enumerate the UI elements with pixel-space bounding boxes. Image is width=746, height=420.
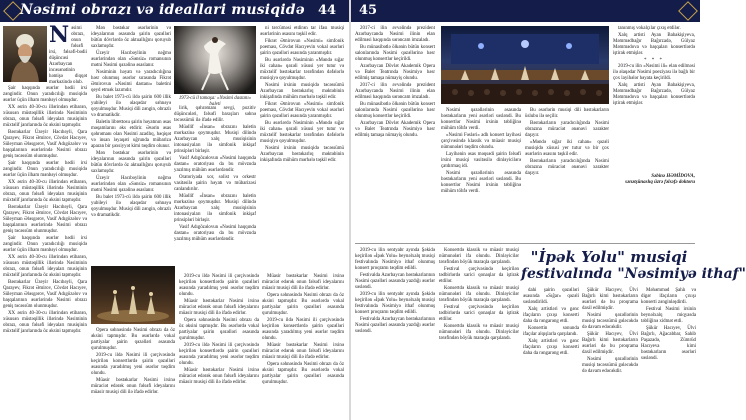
right-bottom-col5 (641, 288, 696, 416)
paragraph: tanınmış vokalçılar çıxış etdilər. (618, 26, 681, 31)
paragraph: Vasif Adıgözəlovun «Nəsimi haqqında dastan» oratoriyası da bu mövzuda yazılmış mühüm əsərlərdəndir. (174, 156, 256, 173)
paragraph: Fikrət Əmirovun «Nəsimi» simfonik poeması, Cövdət Hacıyevin vokal əsərləri şairin qəzəlləri əsasında yaranmışdır. (260, 102, 344, 119)
paragraph: Opera səhnəsində Nəsimi obrazı da öz əksini tapmışdır. Bu əsərlərdə vokal partiyalar şairin qəzəlləri əsasında qurulmuşdur. (179, 318, 259, 341)
paragraph: Bəstəkarların yaradıcılığında Nəsimi obrazına müraciət ənənəvi xarakter daşıyır. (525, 159, 609, 176)
paragraph: Opera səhnəsində Nəsimi obrazı da öz əksini tapmışdır. Bu əsərlərdə vokal partiyalar şairin qəzəlləri əsasında qurulmuşdur. (91, 328, 175, 351)
paragraph: Məhəmməd Şahlı və digər ifaçıların çıxışı konserti zənginləşdirdi. (641, 288, 696, 305)
concert-hall-photo (441, 26, 609, 104)
right-page (351, 0, 746, 420)
page-number-right: 45 (359, 3, 378, 18)
right-col3-text (525, 108, 609, 231)
paragraph: 2019-cu ilin «Nəsimi ili» elan edilməsi ilə əlaqədar Nəsimi poeziyası ilə bağlı bir çox layihələr həyata keçirildi. (613, 64, 695, 81)
concert-illustration (441, 26, 609, 104)
paragraph: Mən bəstəkar əsərlərinin və ideyalarının əsasında şairin qəzəlləri bütün dövrlərdə öz aktuallığını qoruyub saxlamışdır. (91, 26, 171, 49)
paragraph: lirik, qəhrəmanı sevgi, pozitiv düşüncələri, fəlsəfi baxışları səhnə təcəssümü ilə ifadə edilir. (174, 106, 256, 123)
paragraph: Konsertdə klassik və müasir musiqi nümunələri ifa olundu. Dinləyicilər tərəfindən böyük maraqla qarşılandı. (439, 248, 519, 265)
paragraph: Konsertdə klassik və müasir musiqi nümunələri ifa olundu. Dinləyicilər tərəfindən böyük maraqla qarşılandı. (439, 286, 519, 303)
paragraph: Bu balet 1973-cü ildə şairin 600 illik yubileyi ilə əlaqədar səhnəyə qoyulmuşdur. Musiqi dili zəngin, obrazlı və dramatikdir. (91, 195, 171, 218)
article-title: Nəsimi obrazı və ideallari musiqidə (20, 2, 305, 18)
dropcap-letter: N (49, 22, 70, 48)
paragraph: Opera səhnəsində Nəsimi obrazı da öz əksini tapmışdır. Bu əsərlərdə vokal partiyalar şairin qəzəlləri əsasında qurulmuşdur. (262, 362, 344, 385)
paragraph: Müasir bəstəkarlar Nəsimi irsinə müraciət edərək onun fəlsəfi ideyalarını müasir musiqi dili ilə ifadə edirlər. (179, 299, 259, 316)
author-signature (613, 168, 695, 238)
nasimi-portrait-photo (3, 26, 47, 82)
left-bottom-col1 (91, 328, 175, 416)
paragraph: Nəsimi irsinin musiqidə təcəssümü Azərbaycan bəstəkarlıq məktəbinin inkişafında mühüm mərhələ təşkil edir. (260, 83, 344, 100)
paragraph: Nəsiminin həyatı və yaradıcılığına həsr olunmuş əsərlər sırasında Fikrət Əmirovun «Nəsimi dastanı» baletini qeyd etmək lazımdır. (91, 70, 171, 93)
paragraph: Xalq artistləri və gənc ifaçıların çıxışı konserti daha da rəngarəng etdi. (523, 339, 579, 356)
paragraph: «Məndə sığar iki cahan» qəzəli musiqidə xüsusi yer tutur və bir çox əsərlərin əsasını təşkil edir. (525, 140, 609, 157)
paragraph: Xalq artisti Ayan Babakişiyeva, Məmmədbağır Bağırzadə, Gülyaz Məmmədova və başqaları konsertlərdə iştirak etmişlər. (613, 33, 695, 56)
paragraph: Müasir bəstəkarlar Nəsimi irsinə müraciət edərək onun fəlsəfi ideyalarını müasir musiqi dili ilə ifadə edirlər. (91, 378, 175, 395)
left-col4-text (260, 26, 344, 271)
paragraph: Mən bəstəkar əsərlərinin və ideyalarının əsasında şairin qəzəlləri bütün dövrlərdə öz aktuallığını qoruyub saxlamışdır. (91, 151, 171, 174)
paragraph: Şair haqqında əsərlər bədii irsi zəngindir. Onun yaradıcılığı musiqidə əsərlər üçün ilham mənbəyi olmuşdur. (3, 161, 87, 178)
paragraph: Bəstəkarların yaradıcılığında Nəsimi obrazına müraciət ənənəvi xarakter daşıyır. (525, 121, 609, 138)
paragraph: Nəsimi qəzəllərinin musiqi təcəssümü gələcəkdə də davam edəcəkdir. (582, 357, 638, 374)
right-bottom-col1 (355, 248, 435, 416)
paragraph: XX əsrin 40-30-cu illərindən etibarən, xüsusən müstəqillik illərində Nəsiminin obrazı, onun fəlsəfi ideyaları musiqinin müxtəlif janrlarında öz əksini tapmışdır. (3, 311, 87, 334)
paragraph: Xalq artistləri və gənc ifaçıların çıxışı konserti daha da rəngarəng etdi. (523, 307, 579, 324)
paragraph: Layihənin əsas məqsədi şairin fəlsəfi irsini musiqi vasitəsilə dinləyicilərə çatdırmaq idi. (441, 152, 521, 169)
dancer-illustration (174, 26, 256, 94)
paragraph: Konsertin sonunda ifaçılar alqışlarla qarşılandı. (523, 326, 579, 337)
paragraph: Azərbaycan Dövlət Akademik Opera və Balet Teatrında Nəsimiyə həsr edilmiş tamaşa nümayiş olundu. (355, 121, 435, 138)
paragraph: Nəsimi qəzəllərinin əsasında bəstəkarların yeni əsərləri səsləndi. Bu konsertlər Nəsimi irsinin təbliğinə mühüm töhfə verdi. (441, 171, 521, 194)
portrait-illustration (3, 26, 47, 82)
left-col2-text (91, 26, 171, 261)
left-header-band (0, 0, 349, 22)
left-page (0, 0, 349, 420)
paragraph: Baletin librettosu şairin həyatının əsas məqamlarını əks etdirir. Əsərin əsas qəhrəmanı olan Nəsimi azadlıq, həqiqət və insan ləyaqəti uğrunda mübarizə aparan bir şəxsiyyət kimi təqdim olunur. (91, 120, 171, 149)
paragraph: Bəstəkarlar Üzeyir Hacıbəyli, Qara Qarayev, Fikrət Əmirov, Cövdət Hacıyev, Süleyman Ələsgərov, Vasif Adıgözəlov və başqalarının əsərlərində Nəsimi obrazı geniş təcəssüm olunmuşdur. (3, 280, 87, 309)
right-header-band (351, 0, 700, 22)
paragraph: Şükür Hacıyev, Ülvi Bağırlı kimi bəstəkarların əsərləri də bu proqrama daxil edilmişdir. (582, 288, 638, 311)
page-number-left: 44 (318, 3, 337, 18)
paragraph: Festival çərçivəsində keçirilən tədbirlərdə xarici qonaqlar da iştirak etdilər. (439, 305, 519, 322)
paragraph: əsimi obrazı, onun fəlsəfi irsi, fəlsəfi-bədii düşüncəsi Azərbaycan incəsənətinin həmişə diqqət mərkəzində olub. (49, 26, 87, 85)
paragraph: XX əsrin 40-30-cu illərindən etibarən, xüsusən müstəqillik illərində Nəsiminin obrazı, onun fəlsəfi ideyaları musiqinin müxtəlif janrlarında öz əksini tapmışdır. (3, 105, 87, 128)
paragraph: ni tərcüməsi etdirən tar ifası musiqi əsərlərinin əsasını təşkil edir. (260, 26, 344, 37)
paragraph: Bu balet 1973-cü ildə şairin 600 illik yubileyi ilə əlaqədar səhnəyə qoyulmuşdur. Musiqi dili zəngin, obrazlı və dramatikdir. (91, 95, 171, 118)
paragraph: Festival çərçivəsində keçirilən tədbirlərdə xarici qonaqlar da iştirak etdilər. (439, 267, 519, 284)
festival-title-line2: festivalında "Nəsimiyə ithaf" (521, 266, 746, 282)
paragraph: Bu əsərlərin musiqi dili bəstəkarların üslubu ilə seçilir. (525, 108, 609, 119)
paragraph: Azərbaycan Dövlət Akademik Opera və Balet Teatrında Nəsimiyə həsr edilmiş tamaşa nümayiş olundu. (355, 64, 435, 81)
paragraph: 2019-cu ildə Nəsimi ili çərçivəsində keçirilən konsertlərdə şairin qəzəlləri əsasında yaradılmış yeni əsərlər təqdim olundu. (179, 343, 259, 366)
paragraph: Bu münasibətlə ölkənin bütün konsert salonlarında Nəsimi qəzəllərinə həsr olunmuş konsertlər keçirildi. (355, 102, 435, 119)
ballet-dancer-photo (174, 26, 256, 94)
ornament-icon (678, 1, 698, 21)
paragraph: Nəsimi irsinin musiqidə təcəssümü Azərbaycan bəstəkarlıq məktəbinin inkişafında mühüm mərhələ təşkil edir. (260, 146, 344, 163)
paragraph: Üzeyir Hacıbəylinin nəğmə əsərlərindən olan «Sənsiz» romansının mətni Nəsimi qəzəlinə əsaslanır. (91, 176, 171, 193)
paragraph: dahi şairin qəzəlləri əsasında «Sığar» qəzəli səsləndirildi. (523, 288, 579, 305)
paragraph: 2019-cu ilin sentyabr ayında Şəkidə keçirilən «İpək Yolu» beynəlxalq musiqi festivalında Nəsimiyə ithaf olunmuş konsert proqramı təqdim edildi. (355, 292, 435, 315)
paragraph: Nəsimi qəzəllərinin əsasında bəstəkarların yeni əsərləri səsləndi. Bu konsertlər Nəsimi irsinin təbliğinə mühüm töhfə verdi. (441, 108, 521, 131)
section-divider-stars: * * * (644, 58, 664, 63)
photo-caption: 1973-cü il tamaşa: «Nəsimi dastanı» baleti (178, 96, 252, 107)
right-bottom-col4 (582, 288, 638, 416)
paragraph: Festivalda Azərbaycan bəstəkarlarının Nəsimi qəzəlləri əsasında yazdığı əsərlər səsləndi. (355, 317, 435, 334)
paragraph: Fikrət Əmirovun «Nəsimi» simfonik poeması, Cövdət Hacıyevin vokal əsərləri şairin qəzəlləri əsasında yaranmışdır. (260, 39, 344, 56)
left-col3-text (174, 106, 256, 271)
left-bottom-col3 (262, 274, 344, 416)
paragraph: 2019-cu ilin sentyabr ayında Şəkidə keçirilən «İpək Yolu» beynəlxalq musiqi festivalında Nəsimiyə ithaf olunmuş konsert proqramı təqdim edildi. (355, 248, 435, 271)
divider-line (355, 243, 695, 244)
signature-text: Səbinə HƏMİDOVA, sənətşünaslıq üzrə fəlsəfə doktoru (625, 174, 695, 185)
paragraph: XX əsrin 40-30-cu illərindən etibarən, xüsusən müstəqillik illərində Nəsiminin obrazı, onun fəlsəfi ideyaları musiqinin müxtəlif janrlarında öz əksini tapmışdır. (3, 255, 87, 278)
paragraph: Şair haqqında əsərlər bədii irsi zəngindir. Onun yaradıcılığı musiqidə əsərlər üçün ilham mənbəyi olmuşdur. (3, 86, 87, 103)
festival-title-line1: "İpək Yolu" musiqi (530, 248, 688, 266)
paragraph: Müasir bəstəkarlar Nəsimi irsinə müraciət edərək onun fəlsəfi ideyalarını müasir musiqi dili ilə ifadə edirlər. (262, 274, 344, 291)
right-bottom-col3 (523, 288, 579, 416)
paragraph: 2019-cu ildə Nəsimi ili çərçivəsində keçirilən konsertlərdə şairin qəzəlləri əsasında yaradılmış yeni əsərlər təqdim olundu. (91, 353, 175, 376)
right-col4-text (613, 26, 695, 166)
paragraph: Şükür Hacıyev, Ülvi Bağırlı kimi bəstəkarların əsərləri də bu proqrama daxil edilmişdir. (582, 332, 638, 355)
paragraph: Oratoriyada xor, solist və orkestr vasitəsilə şairin həyatı və mübarizəsi canlandırılır. (174, 175, 256, 192)
paragraph: XX əsrin 40-30-cu illərindən etibarən, xüsusən müstəqillik illərində Nəsiminin obrazı, onun fəlsəfi ideyaları musiqinin müxtəlif janrlarında öz əksini tapmışdır. (3, 180, 87, 203)
paragraph: Vasif Adıgözəlovun «Nəsimi haqqında dastan» oratoriyası da bu mövzuda yazılmış mühüm əsərlərdəndir. (174, 225, 256, 242)
paragraph: Bu münasibətlə ölkənin bütün konsert salonlarında Nəsimi qəzəllərinə həsr olunmuş konsertlər keçirildi. (355, 45, 435, 62)
paragraph: Bəstəkarlar Üzeyir Hacıbəyli, Qara Qarayev, Fikrət Əmirov, Cövdət Hacıyev, Süleyman Ələsgərov, Vasif Adıgözəlov və başqalarının əsərlərində Nəsimi obrazı geniş təcəssüm olunmuşdur. (3, 205, 87, 234)
paragraph: 2017-ci ilin əvvəlində prezident Azərbaycanda Nəsimi ilinin elan edilməsi haqqında sərəncam imzaladı. (355, 26, 435, 43)
paragraph: 2019-cu ildə Nəsimi ili çərçivəsində keçirilən konsertlərdə şairin qəzəlləri əsasında yaradılmış yeni əsərlər təqdim olundu. (262, 318, 344, 341)
paragraph: 2019-cu ildə Nəsimi ili çərçivəsində keçirilən konsertlərdə şairin qəzəlləri əsasında yaradılmış yeni əsərlər təqdim olundu. (179, 274, 259, 297)
paragraph: Müəllif «İnsan» obrazını baletin mərkəzinə qoymuşdur. Musiqi dilində Azərbaycan xalq musiqisinin intonasiyaları ilə simfonik inkişaf prinsipləri birləşir. (174, 125, 256, 154)
paragraph: Opera səhnəsində Nəsimi obrazı da öz əksini tapmışdır. Bu əsərlərdə vokal partiyalar şairin qəzəlləri əsasında qurulmuşdur. (262, 293, 344, 316)
paragraph: Xalq artisti Ayan Babakişiyeva, Məmmədbağır Bağırzadə, Gülyaz Məmmədova və başqaları konsertlərdə iştirak etmişlər. (613, 83, 695, 106)
paragraph: «Nəsimi Fəsləri» adlı konsert layihəsi çərçivəsində klassik və müasir musiqi nümunələri təqdim olundu. (441, 133, 521, 150)
paragraph: Şükür Hacıyev, Ülvi Bağırlı, Ağacabbar, Sahib Paşazadə, Zümrüd Hacıyeva kimi bəstəkarların əsərləri səsləndi. (641, 326, 696, 361)
stage-illustration (91, 266, 175, 324)
left-col1-text (3, 86, 87, 416)
paragraph: Bu əsərlərdə Nəsiminin «Məndə sığar iki cahan» qəzəli xüsusi yer tutur və müxtəlif bəstəkarlar tərəfindən dəfələrlə musiqiyə qoyulmuşdur. (260, 58, 344, 81)
paragraph: Festivalda Azərbaycan bəstəkarlarının Nəsimi qəzəlləri əsasında yazdığı əsərlər səsləndi. (355, 273, 435, 290)
paragraph: 2017-ci ilin əvvəlində prezident Azərbaycanda Nəsimi ilinin elan edilməsi haqqında sərəncam imzaladı. (355, 83, 435, 100)
paragraph: Bəstəkarlar Üzeyir Hacıbəyli, Qara Qarayev, Fikrət Əmirov, Cövdət Hacıyev, Süleyman Ələsgərov, Vasif Adıgözəlov və başqalarının əsərlərində Nəsimi obrazı geniş təcəssüm olunmuşdur. (3, 130, 87, 159)
paragraph: Bu əsərlərdə Nəsiminin «Məndə sığar iki cahan» qəzəli xüsusi yer tutur və müxtəlif bəstəkarlar tərəfindən dəfələrlə musiqiyə qoyulmuşdur. (260, 121, 344, 144)
paragraph: Festival Nəsimi irsinin beynəlxalq miqyasda təbliğinə xidmət etdi. (641, 307, 696, 324)
paragraph: Üzeyir Hacıbəylinin nəğmə əsərlərindən olan «Sənsiz» romansının mətni Nəsimi qəzəlinə əsaslanır. (91, 51, 171, 68)
right-col2-text (441, 108, 521, 231)
right-col1-text (355, 26, 435, 231)
paragraph: Şair haqqında əsərlər bədii irsi zəngindir. Onun yaradıcılığı musiqidə əsərlər üçün ilham mənbəyi olmuşdur. (3, 236, 87, 253)
paragraph: Müəllif «İnsan» obrazını baletin mərkəzinə qoymuşdur. Musiqi dilində Azərbaycan xalq musiqisinin intonasiyaları ilə simfonik inkişaf prinsipləri birləşir. (174, 194, 256, 223)
paragraph: Müasir bəstəkarlar Nəsimi irsinə müraciət edərək onun fəlsəfi ideyalarını müasir musiqi dili ilə ifadə edirlər. (262, 343, 344, 360)
paragraph: Konsertdə klassik və müasir musiqi nümunələri ifa olundu. Dinləyicilər tərəfindən böyük maraqla qarşılandı. (439, 324, 519, 341)
left-bottom-col2 (179, 274, 259, 416)
paragraph: Müasir bəstəkarlar Nəsimi irsinə müraciət edərək onun fəlsəfi ideyalarını müasir musiqi dili ilə ifadə edirlər. (179, 368, 259, 385)
right-bottom-col2 (439, 248, 519, 416)
paragraph: Nəsimi qəzəllərinin musiqi təcəssümü gələcəkdə də davam edəcəkdir. (582, 313, 638, 330)
stage-performance-photo (91, 266, 175, 324)
left-col1-intro (49, 22, 87, 85)
